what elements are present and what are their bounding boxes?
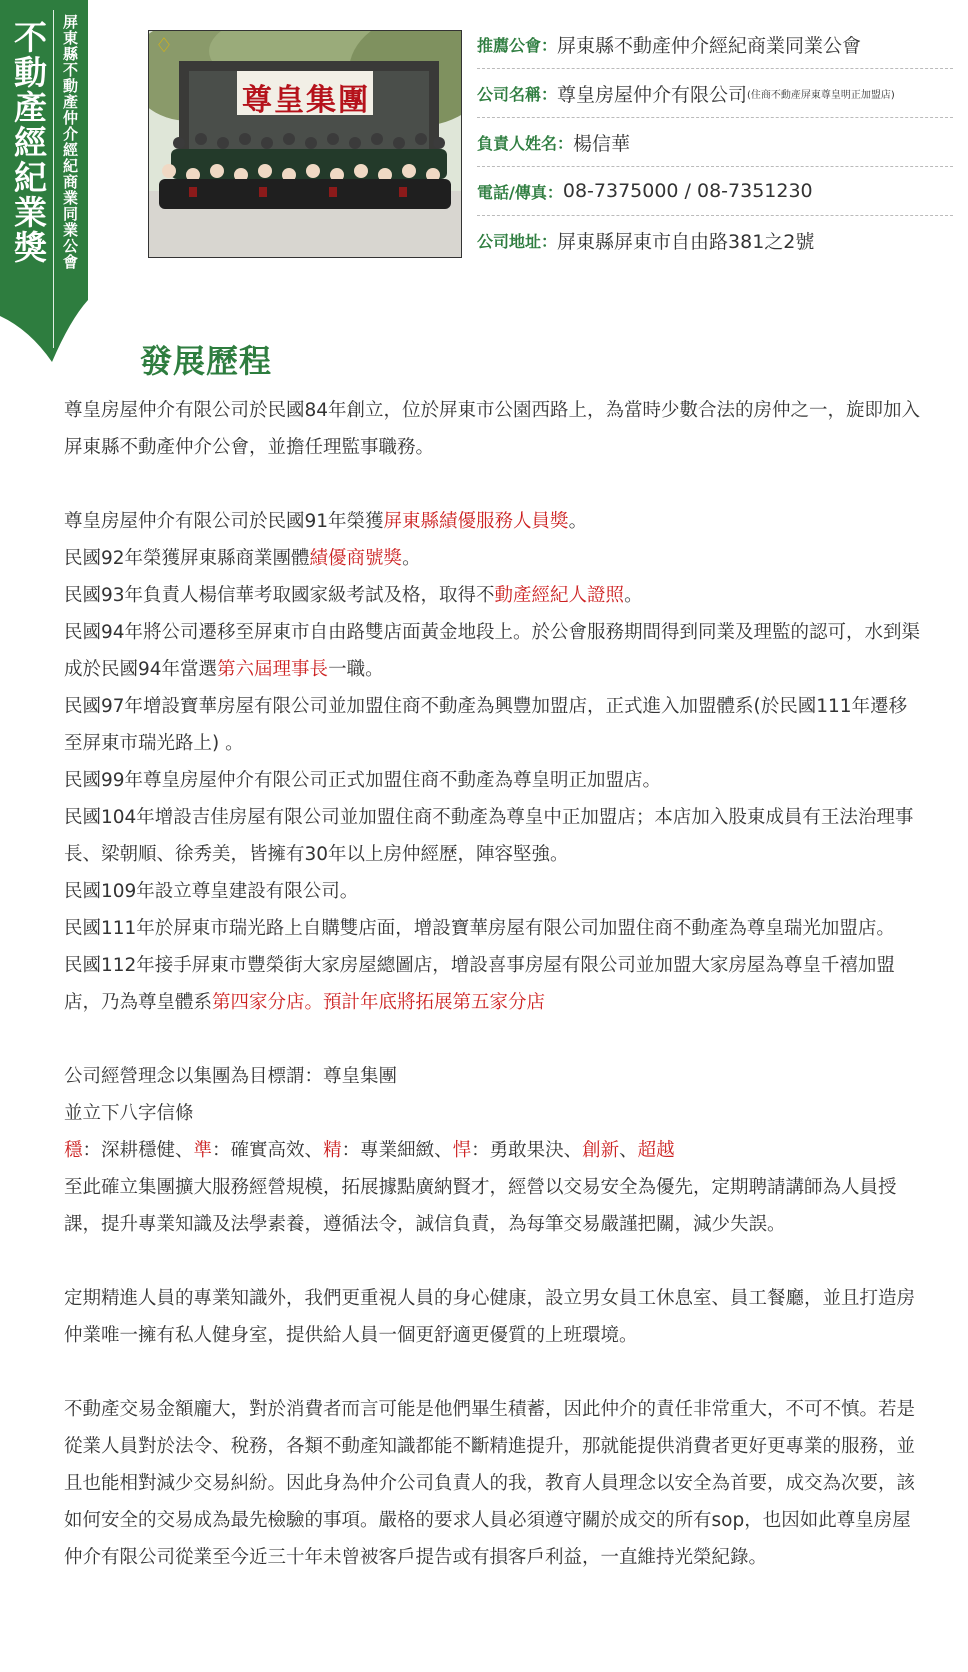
paragraph: 民國93年負責人楊信華考取國家級考試及格，取得不動產經紀人證照。 xyxy=(64,585,643,606)
info-value: 屏東縣不動產仲介經紀商業同業公會 xyxy=(557,34,862,57)
paragraph: 民國94年將公司遷移至屏東市自由路雙店面黃金地段上。於公會服務期間得到同業及理監的認可，水到渠成於民國94年當選第六屆理事長一職。 xyxy=(64,622,921,680)
paragraph: 並立下八字信條 xyxy=(64,1103,194,1124)
paragraph: 民國92年榮獲屏東縣商業團體績優商號獎。 xyxy=(64,548,421,569)
paragraph: 尊皇房屋仲介有限公司於民國84年創立，位於屏東市公園西路上，為當時少數合法的房仲之一，旋即加入屏東縣不動產仲介公會，並擔任理監事職務。 xyxy=(64,400,921,458)
paragraph: 民國104年增設吉佳房屋有限公司並加盟住商不動產為尊皇中正加盟店；本店加入股東成員有王法治理事長、梁朝順、徐秀美，皆擁有30年以上房仲經歷，陣容堅強。 xyxy=(64,807,914,865)
paragraph: 民國111年於屏東市瑞光路上自購雙店面，增設寶華房屋有限公司加盟住商不動產為尊皇瑞光加盟店。 xyxy=(64,918,895,939)
paragraph: 尊皇房屋仲介有限公司於民國91年榮獲屏東縣績優服務人員獎。 xyxy=(64,511,588,532)
info-row-phone xyxy=(477,167,953,216)
info-value: 尊皇房屋仲介有限公司 xyxy=(557,83,748,106)
info-row-owner xyxy=(477,118,953,167)
motto-line: 穩：深耕穩健、準：確實高效、精：專業細緻、悍：勇敢果決、創新、超越 xyxy=(64,1140,675,1161)
paragraph: 至此確立集團擴大服務經營規模，拓展據點廣納賢才，經營以交易安全為優先，定期聘請講師為人員授課，提升專業知識及法學素養，遵循法令，誠信負責，為每筆交易嚴謹把關，減少失誤。 xyxy=(64,1177,897,1235)
info-label: 推薦公會： xyxy=(477,35,558,55)
paragraph: 民國112年接手屏東市豐榮街大家房屋總圖店，增設喜事房屋有限公司並加盟大家房屋為尊皇千禧加盟店，乃為尊皇體系第四家分店。預計年底將拓展第五家分店 xyxy=(64,955,895,1013)
section-heading: 發展歷程 xyxy=(140,342,273,380)
info-row-company xyxy=(477,69,953,118)
award-title: 不動產經紀業獎 xyxy=(9,20,48,265)
photo-sign-text: 尊皇集團 xyxy=(242,83,370,118)
info-label: 電話/傳真： xyxy=(477,182,563,202)
team-photo-illustration xyxy=(149,31,461,257)
paragraph: 民國97年增設寶華房屋有限公司並加盟住商不動產為興豐加盟店，正式進入加盟體系(於民國111年遷移至屏東市瑞光路上) 。 xyxy=(64,696,908,754)
info-label: 公司名稱： xyxy=(477,84,558,104)
paragraph: 民國109年設立尊皇建設有限公司。 xyxy=(64,881,359,902)
ribbon-divider xyxy=(53,10,54,348)
association-name: 屏東縣不動產仲介經紀商業同業公會 xyxy=(61,14,79,270)
balloon-icon: ♢ xyxy=(155,33,173,57)
history-content xyxy=(64,392,924,1576)
info-label: 負責人姓名： xyxy=(477,133,574,153)
info-row-association xyxy=(477,20,953,69)
info-note: (住商不動產屏東尊皇明正加盟店) xyxy=(747,89,895,101)
info-row-address xyxy=(477,216,953,264)
info-value: 08-7375000 / 08-7351230 xyxy=(562,180,813,202)
company-photo xyxy=(148,30,462,258)
info-value: 屏東縣屏東市自由路381之2號 xyxy=(557,230,815,253)
paragraph: 定期精進人員的專業知識外，我們更重視人員的身心健康，設立男女員工休息室、員工餐廳，並且打造房仲業唯一擁有私人健身室，提供給人員一個更舒適更優質的上班環境。 xyxy=(64,1288,916,1346)
paragraph: 不動產交易金額龐大，對於消費者而言可能是他們畢生積蓄，因此仲介的責任非常重大，不可不慎。若是從業人員對於法令、稅務，各類不動產知識都能不斷精進提升，那就能提供消費者更好更專業的服務，並且也能相對減少交易糾紛。因此身為仲介公司負責人的我，教育人員理念以安全為首要，成交為次要，該如何安全的交易成為最先檢驗的事項。嚴格的要求人員必須遵守關於成交的所有sop，也因如此尊皇房屋仲介有限公司從業至今近三十年未曾被客戶提告或有損客戶利益，一直維持光榮紀錄。 xyxy=(64,1399,916,1568)
paragraph: 公司經營理念以集團為目標謂：尊皇集團 xyxy=(64,1066,398,1087)
company-info xyxy=(477,20,953,264)
info-value: 楊信華 xyxy=(573,132,631,155)
paragraph: 民國99年尊皇房屋仲介有限公司正式加盟住商不動產為尊皇明正加盟店。 xyxy=(64,770,662,791)
award-ribbon xyxy=(0,0,88,368)
info-label: 公司地址： xyxy=(477,231,558,251)
